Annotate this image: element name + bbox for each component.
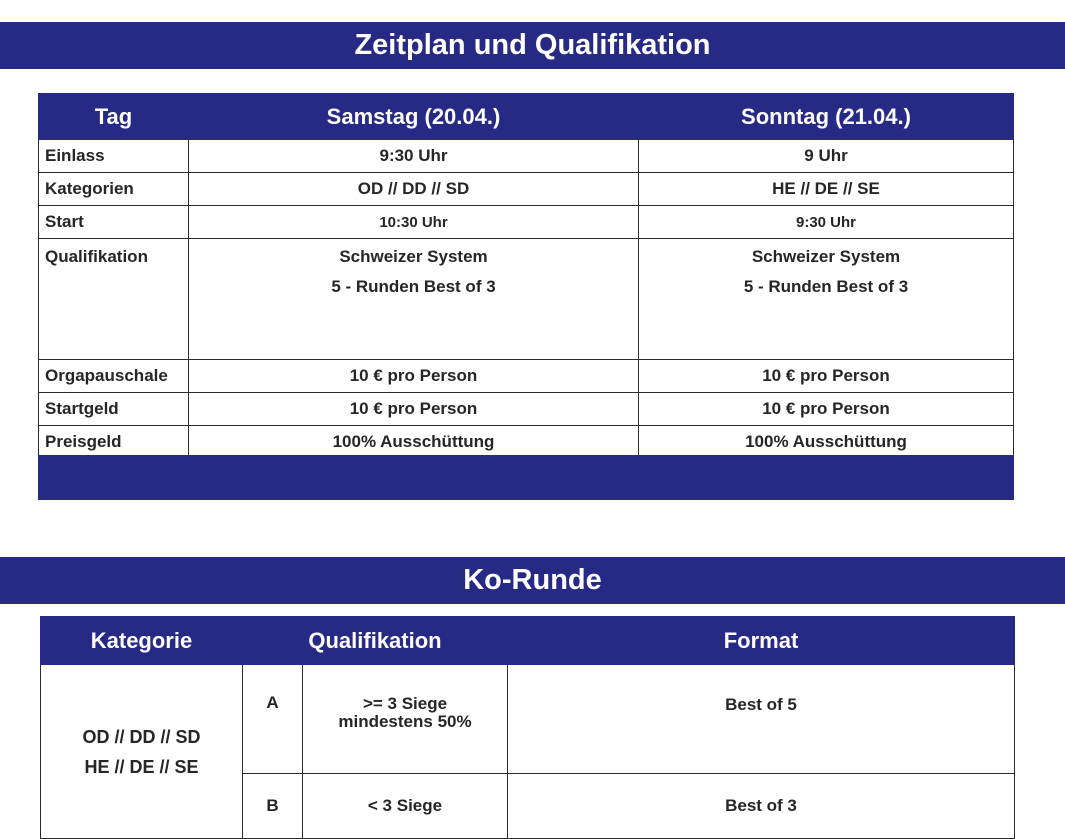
table-footer-bar — [38, 455, 1014, 500]
table-row — [41, 665, 1015, 774]
schedule-header-row — [39, 94, 1014, 140]
section-title-ko-round: Ko-Runde — [0, 557, 1065, 604]
row-label-start: Start — [39, 206, 189, 239]
cell-saturday: OD // DD // SD — [189, 173, 639, 206]
cell-saturday: 100% Ausschüttung — [189, 426, 639, 459]
category-cell — [41, 665, 243, 839]
category-line: HE // DE // SE — [84, 756, 199, 777]
header-format: Format — [508, 617, 1015, 665]
header-sunday: Sonntag (21.04.) — [639, 94, 1014, 140]
cell-sunday: HE // DE // SE — [639, 173, 1014, 206]
format-cell: Best of 3 — [508, 774, 1015, 839]
cell-sunday: 10 € pro Person — [639, 393, 1014, 426]
cell-sunday: 10 € pro Person — [639, 360, 1014, 393]
table-row — [39, 360, 1014, 393]
table-row — [39, 140, 1014, 173]
cell-sunday: 9 Uhr — [639, 140, 1014, 173]
row-label-preisgeld: Preisgeld — [39, 426, 189, 459]
cell-sunday: 9:30 Uhr — [639, 206, 1014, 239]
header-qualifikation: Qualifikation — [243, 617, 508, 665]
table-row — [39, 239, 1014, 360]
cell-saturday — [189, 239, 639, 360]
condition-line: >= 3 Siege — [362, 694, 448, 713]
ko-round-table — [40, 616, 1015, 839]
cell-saturday: 10 € pro Person — [189, 393, 639, 426]
group-letter: B — [243, 774, 303, 839]
group-letter: A — [243, 665, 303, 774]
cell-sunday: 100% Ausschüttung — [639, 426, 1014, 459]
cell-saturday: 10:30 Uhr — [189, 206, 639, 239]
format-cell: Best of 5 — [508, 665, 1015, 774]
qualification-system: Schweizer System — [751, 247, 901, 266]
table-row — [39, 426, 1014, 459]
table-row — [39, 173, 1014, 206]
row-label-startgeld: Startgeld — [39, 393, 189, 426]
cell-saturday: 10 € pro Person — [189, 360, 639, 393]
condition-line: mindestens 50% — [338, 712, 472, 731]
qualification-rounds: 5 - Runden Best of 3 — [331, 277, 496, 296]
header-tag: Tag — [39, 94, 189, 140]
qualification-condition — [303, 665, 508, 774]
qualification-system: Schweizer System — [339, 247, 488, 266]
qualification-condition: < 3 Siege — [303, 774, 508, 839]
table-row — [39, 393, 1014, 426]
ko-header-row — [41, 617, 1015, 665]
row-label-kategorien: Kategorien — [39, 173, 189, 206]
cell-saturday: 9:30 Uhr — [189, 140, 639, 173]
schedule-table — [38, 93, 1014, 459]
section-title-schedule: Zeitplan und Qualifikation — [0, 22, 1065, 69]
row-label-orgapauschale: Orgapauschale — [39, 360, 189, 393]
qualification-rounds: 5 - Runden Best of 3 — [743, 277, 909, 296]
header-kategorie: Kategorie — [41, 617, 243, 665]
row-label-qualifikation: Qualifikation — [39, 239, 189, 360]
row-label-einlass: Einlass — [39, 140, 189, 173]
category-line: OD // DD // SD — [82, 726, 201, 747]
cell-sunday — [639, 239, 1014, 360]
header-saturday: Samstag (20.04.) — [189, 94, 639, 140]
table-row — [39, 206, 1014, 239]
